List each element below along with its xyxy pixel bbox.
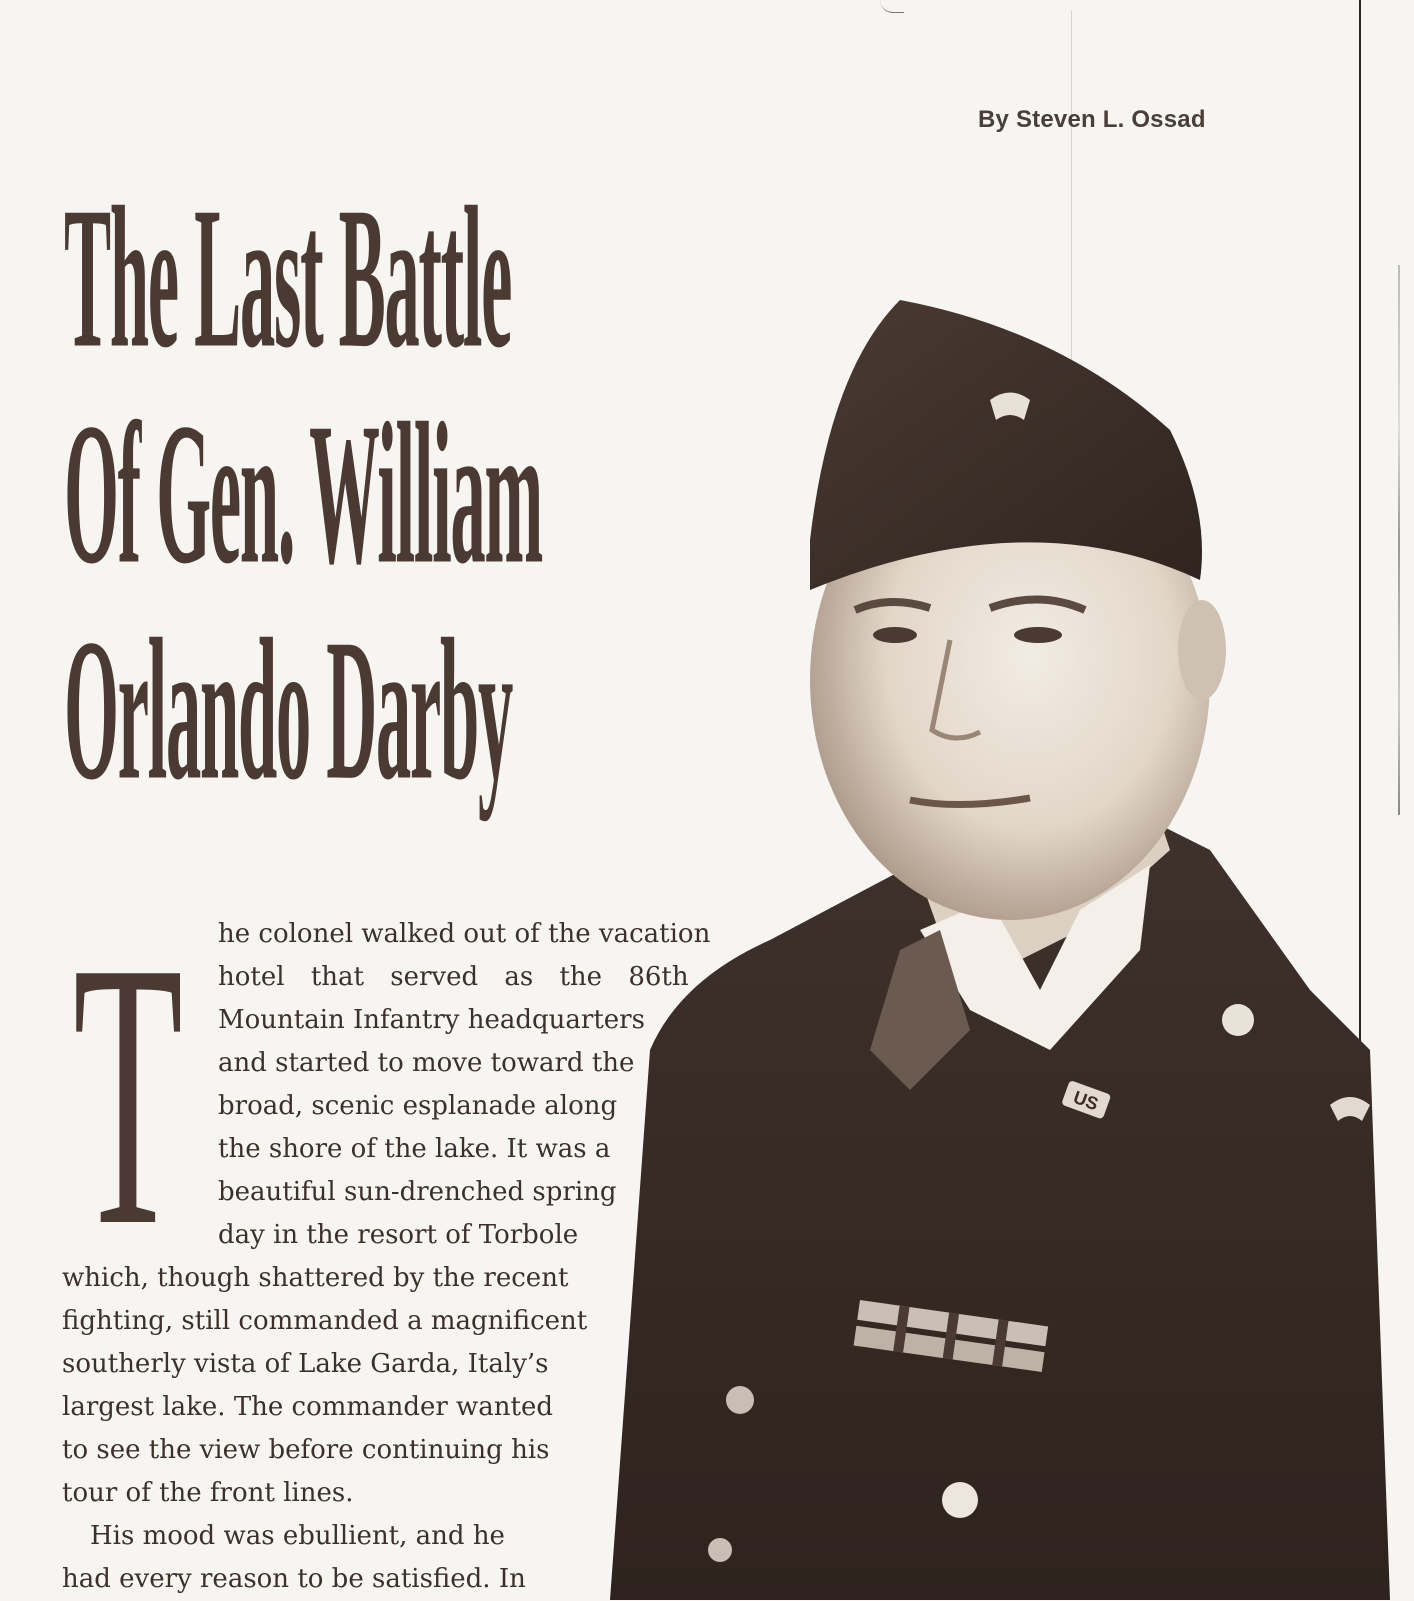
byline: By Steven L. Ossad [978, 106, 1206, 133]
article-line: His mood was ebullient, and he [90, 1521, 505, 1551]
us-insignia-text: US [1070, 1087, 1102, 1115]
coat-button-2 [942, 1482, 978, 1518]
headline-line-3: Orlando Darby [64, 598, 512, 823]
article-line: broad, scenic esplanade along [218, 1091, 618, 1121]
article-line: fighting, still commanded a magnificent [62, 1306, 588, 1336]
article-line: had every reason to be satisfied. In [62, 1564, 526, 1594]
article-line: beautiful sun-drenched spring [218, 1177, 617, 1207]
article-line: southerly vista of Lake Garda, Italy’s [62, 1349, 549, 1379]
article-line: hotel that served as the 86th [218, 962, 689, 992]
coat-button-1 [726, 1386, 754, 1414]
portrait-photo [610, 290, 1400, 1600]
lapel-button [1222, 1004, 1254, 1036]
headline-line-1: The Last Battle [64, 166, 512, 391]
article-line: Mountain Infantry headquarters [218, 1005, 645, 1035]
left-eye [873, 627, 917, 643]
article-line: to see the view before continuing his [62, 1435, 550, 1465]
article-line: and started to move toward the [218, 1048, 635, 1078]
article-line: tour of the front lines. [62, 1478, 354, 1508]
headline-line-2: Of Gen. William [64, 382, 542, 607]
right-eye [1014, 627, 1062, 643]
paragraph-2 [62, 1515, 712, 1601]
article-line: largest lake. The commander wanted [62, 1392, 554, 1422]
article-line: day in the resort of Torbole [218, 1220, 579, 1250]
article-line: which, though shattered by the recent [62, 1263, 569, 1293]
page-corner-mark [880, 0, 904, 13]
article-line: the shore of the lake. It was a [218, 1134, 611, 1164]
article-line: he colonel walked out of the vacation [218, 919, 711, 949]
drop-cap-letter: T [73, 922, 183, 1252]
article-body [62, 913, 712, 1601]
ear [1178, 600, 1226, 700]
paragraph-1 [62, 913, 712, 1515]
